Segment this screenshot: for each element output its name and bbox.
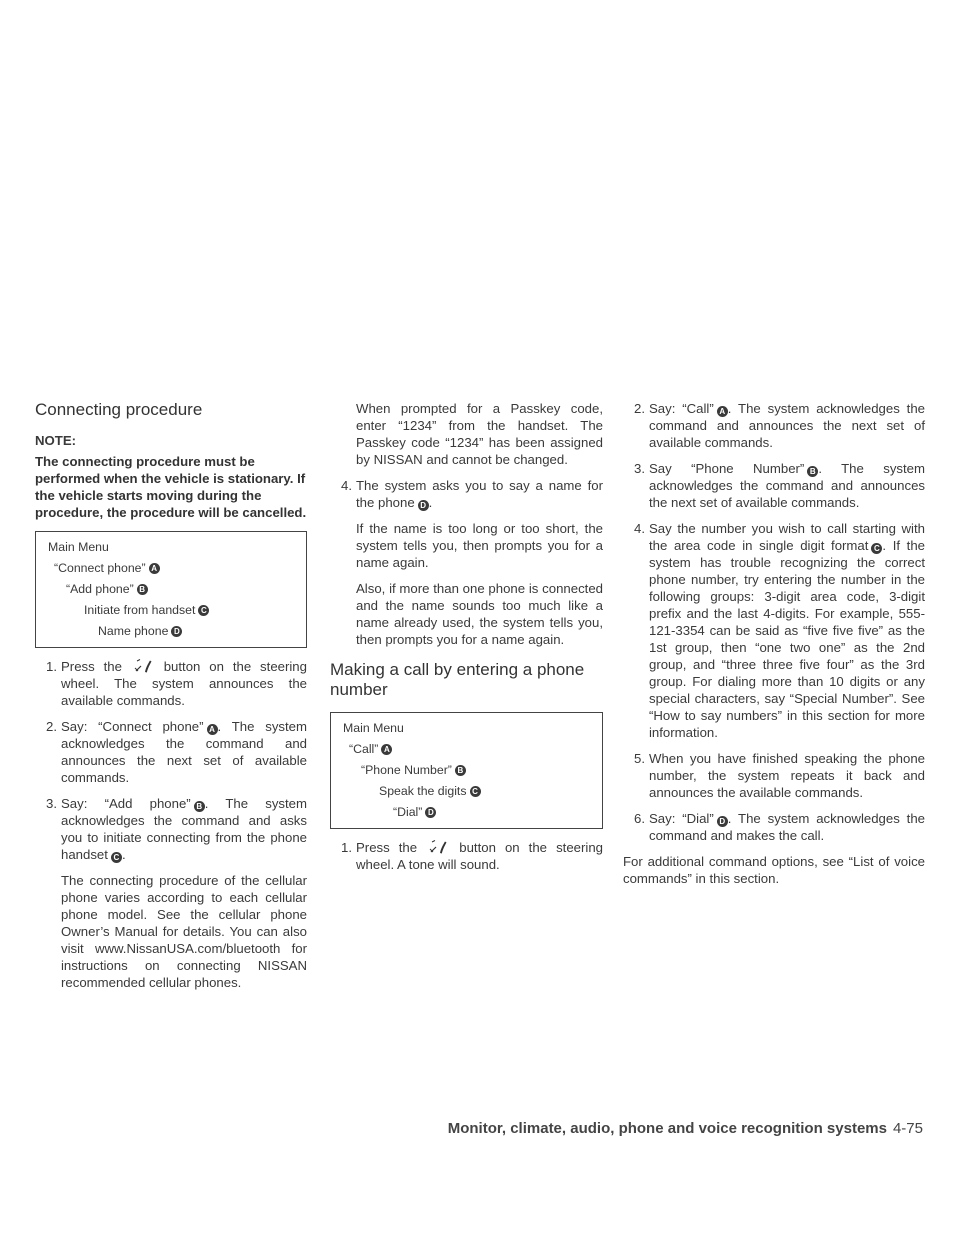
badge-b-icon: B xyxy=(807,466,818,477)
list-item: 5. When you have finished speaking the phone number, the system repeats it back and announces the available commands. xyxy=(634,751,925,800)
section-heading-connecting: Connecting procedure xyxy=(35,400,203,419)
badge-a-icon: A xyxy=(381,744,392,755)
steps-list-call-cont xyxy=(623,400,925,844)
badge-c-icon: C xyxy=(871,543,882,554)
right-column xyxy=(623,400,925,887)
passkey-paragraph: When prompted for a Passkey code, enter “1234” from the handset. The Passkey code “1234” has been assigned by NISSAN and cannot be changed. xyxy=(356,401,603,467)
menu-line: “Add phone” B xyxy=(48,579,296,600)
note-label: NOTE: xyxy=(35,433,77,448)
phone-voice-icon xyxy=(428,840,448,854)
menu-line: Name phone D xyxy=(48,621,296,642)
page-number: 4-75 xyxy=(892,1120,923,1137)
list-item: 1. Press the button on the steering wheel. The system announces the available commands. xyxy=(46,659,307,708)
menu-line: “Dial” D xyxy=(343,802,592,823)
badge-d-icon: D xyxy=(418,500,429,511)
badge-a-icon: A xyxy=(149,563,160,574)
list-item: 4. Say the number you wish to call starting with the area code in single digit format C . If the system has trouble recognizing the correct phone number, try entering the number in the following groups: 3-digit area code, 3-digit prefix and the last 4-digits. For example, 555-121-3354 can be said as “five five five” as the 1st group, then “one two one” as the 2nd group, and “three three five four” as the 3rd group. For dialing more than 10 digits or any special characters, say “Special Number”. See “How to say numbers” in this section for more information. xyxy=(634,521,925,740)
footer-title: Monitor, climate, audio, phone and voice recognition systems xyxy=(447,1120,887,1137)
section-heading-making-call: Making a call by entering a phone number xyxy=(330,660,585,699)
steps-list-connect-cont xyxy=(330,400,603,648)
menu-line: “Connect phone” A xyxy=(48,558,296,579)
steps-list-connect xyxy=(35,658,307,991)
list-item: 2. Say: “Call” A . The system acknowledges the command and announces the next set of available commands. xyxy=(634,401,925,450)
menu-line: Main Menu xyxy=(48,540,109,554)
badge-b-icon: B xyxy=(137,584,148,595)
menu-box-connect xyxy=(35,531,307,648)
list-item: 3. Say: “Add phone” B . The system acknowledges the command and asks you to initiate connecting from the phone handset C . The connecting procedure of the cellular phone varies according to each cellular phone model. See the cellular phone Owner’s Manual for details. You can also visit www.NissanUSA.com/bluetooth for instructions on connecting NISSAN recommended cellular phones. xyxy=(46,796,307,990)
badge-c-icon: C xyxy=(111,852,122,863)
step-paragraph: Also, if more than one phone is connected and the name sounds too much like a name already used, the system tells you, then prompts you for a name again. xyxy=(356,581,603,647)
list-item: 4. The system asks you to say a name for the phone D . If the name is too long or too short, the system tells you, then prompts you for a name again. Also, if more than one phone is connected and the name sounds too much like a name already used, the system tells you, then prompts you for a name again. xyxy=(341,478,603,647)
list-item: 3. Say “Phone Number” B . The system acknowledges the command and announces the next set of available commands. xyxy=(634,461,925,510)
menu-line: Main Menu xyxy=(343,721,404,735)
menu-line: “Phone Number” B xyxy=(343,760,592,781)
badge-b-icon: B xyxy=(455,765,466,776)
badge-d-icon: D xyxy=(717,816,728,827)
badge-b-icon: B xyxy=(194,801,205,812)
badge-d-icon: D xyxy=(425,807,436,818)
phone-voice-icon xyxy=(133,659,153,673)
list-item: 1. Press the button on the steering wheel. A tone will sound. xyxy=(341,840,603,872)
left-column xyxy=(35,400,307,1000)
additional-options-paragraph: For additional command options, see “List of voice commands” in this section. xyxy=(623,854,925,886)
menu-box-call xyxy=(330,712,603,829)
page-footer xyxy=(448,1120,923,1137)
list-item xyxy=(330,400,603,468)
badge-d-icon: D xyxy=(171,626,182,637)
note-body: The connecting procedure must be performed when the vehicle is stationary. If the vehicle starts moving during the procedure, the procedure will be cancelled. xyxy=(35,454,307,520)
menu-line: Speak the digits C xyxy=(343,781,592,802)
badge-c-icon: C xyxy=(198,605,209,616)
badge-c-icon: C xyxy=(470,786,481,797)
menu-line: Initiate from handset C xyxy=(48,600,296,621)
middle-column xyxy=(330,400,603,882)
list-item: 6. Say: “Dial” D . The system acknowledges the command and makes the call. xyxy=(634,811,925,843)
steps-list-call xyxy=(330,839,603,873)
step-paragraph: The connecting procedure of the cellular phone varies according to each cellular phone model. See the cellular phone Owner’s Manual for details. You can also visit www.NissanUSA.com/bluetooth for instructions on connecting NISSAN recommended cellular phones. xyxy=(61,873,307,990)
badge-a-icon: A xyxy=(207,724,218,735)
badge-a-icon: A xyxy=(717,406,728,417)
menu-line: “Call” A xyxy=(343,739,592,760)
step-paragraph: If the name is too long or too short, the system tells you, then prompts you for a name again. xyxy=(356,521,603,570)
list-item: 2. Say: “Connect phone” A . The system acknowledges the command and announces the next set of available commands. xyxy=(46,719,307,785)
